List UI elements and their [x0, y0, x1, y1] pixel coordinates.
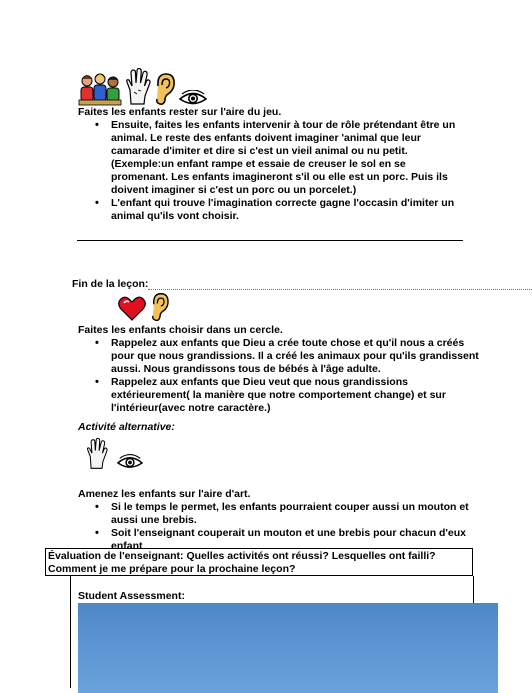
- assessment-right-border: [473, 576, 474, 606]
- children-icon: [78, 70, 122, 110]
- section1-intro: Faites les enfants rester sur l'aire du jeu.: [78, 106, 282, 118]
- list-item: • Si le temps le permet, les enfants pourraient couper aussi un mouton et aussi une brebis.: [95, 501, 475, 527]
- section2-intro: Faites les enfants choisir dans un cercle.: [78, 324, 283, 336]
- list-item: • Soit l'enseignant couperait un mouton et une brebis pour chacun d'eux enfant: [95, 527, 475, 553]
- list-item: • L'enfant qui trouve l'imagination correcte gagne l'occasin d'imiter un animal qu'ils vont choisir.: [95, 197, 465, 223]
- divider: [77, 240, 463, 241]
- hand-icon: [125, 68, 151, 110]
- hand-icon: [86, 438, 108, 474]
- divider-dotted: [148, 289, 532, 290]
- section2-icons: [118, 292, 171, 326]
- list-item: • Ensuite, faites les enfants intervenir à tour de rôle prétendant être un animal. Le reste des enfants doivent imaginer 'animal que leur camarade d'imiter et dire si c'est un vieil animal ou nu petit. (Exemple:un enfant rampe et essaie de creuser le sol en se promenant. Les enfants imagineront s'il ou elle est un porc. Puis ils doivent imaginer si c'est un porc ou un porcelet.): [95, 119, 465, 197]
- section3-bullets: [95, 501, 475, 553]
- section3-icons: [86, 438, 143, 474]
- evaluation-line-1: Évaluation de l'enseignant: Quelles activités ont réussi? Lesquelles ont failli?: [48, 550, 436, 562]
- list-item: • Rappelez aux enfants que Dieu a crée toute chose et qu'il nous a créés pour que nous grandissions. Il a créé les animaux pour qu'ils grandissent aussi. Nous grandissons tous de bébés à l'âge adulte.: [95, 337, 485, 376]
- section1-icons: [78, 68, 207, 110]
- evaluation-line-2: Comment je me prépare pour la prochaine leçon?: [48, 563, 296, 575]
- ear-icon: [154, 72, 176, 110]
- assessment-left-border: [70, 576, 71, 688]
- eye-icon: [117, 454, 143, 474]
- ear-icon: [149, 292, 171, 326]
- list-item: • Rappelez aux enfants que Dieu veut que nous grandissions extérieurement( la manière que notre comportement change) et sur l'intérieur(avec notre caractère.): [95, 376, 485, 415]
- evaluation-box: [45, 548, 473, 576]
- student-assessment-label: Student Assessment:: [78, 590, 185, 602]
- section3-intro: Amenez les enfants sur l'aire d'art.: [78, 488, 251, 500]
- heart-icon: [118, 296, 146, 326]
- section2-bullets: [95, 337, 485, 415]
- section1-bullets: [95, 119, 465, 223]
- sky-photo: [78, 603, 498, 693]
- section3-heading: Activité alternative:: [78, 421, 175, 433]
- section2-heading: Fin de la leçon:: [72, 278, 149, 290]
